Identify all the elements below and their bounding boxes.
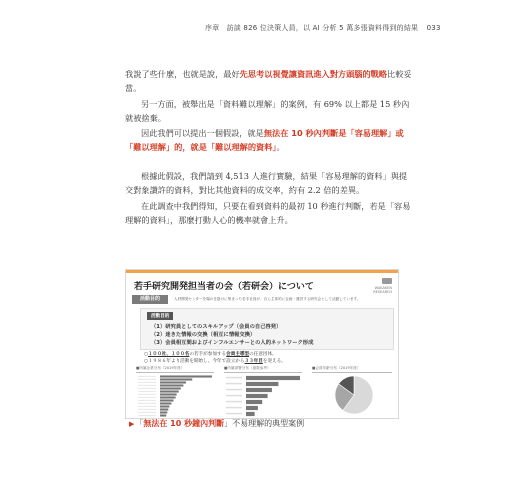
category-label-placeholder bbox=[138, 403, 156, 404]
category-label-placeholder bbox=[138, 409, 156, 410]
slide-logo bbox=[366, 278, 392, 294]
p1-text-a: 我說了些什麼，也就是說，最好 bbox=[125, 69, 240, 79]
category-label-placeholder bbox=[226, 413, 242, 415]
panel-title-department: ■所属部署分布（複数参考） bbox=[224, 366, 302, 373]
panel-title-company: ■所属企業分布（2019年度） bbox=[136, 366, 214, 373]
goal-item: （3）会員相互間およびインフルエンサーとの人的ネットワーク形成 bbox=[151, 340, 314, 346]
note2-underline: ３３年目 bbox=[244, 359, 263, 364]
logo-text: WAKAKEN RESEARCH bbox=[373, 286, 392, 294]
paragraph-4 bbox=[125, 169, 415, 197]
bar bbox=[160, 405, 169, 407]
paragraph-2 bbox=[125, 97, 415, 125]
paragraph-1 bbox=[125, 67, 415, 95]
bar bbox=[160, 390, 179, 392]
category-label-placeholder bbox=[226, 383, 242, 385]
running-header bbox=[205, 23, 505, 33]
bar bbox=[160, 411, 167, 413]
bar bbox=[160, 399, 174, 401]
triangle-icon: ▶ bbox=[129, 420, 135, 428]
paragraph-5 bbox=[125, 199, 415, 227]
bar bbox=[160, 402, 171, 404]
category-label-placeholder bbox=[138, 397, 156, 398]
category-label-placeholder bbox=[138, 382, 156, 383]
category-label-placeholder bbox=[138, 385, 156, 386]
page-number: 033 bbox=[426, 24, 441, 32]
goal-item: （1）研究員としてのスキルアップ（会員の自己啓発） bbox=[151, 324, 282, 330]
category-label-placeholder bbox=[226, 401, 242, 403]
slide-note-2 bbox=[144, 358, 286, 364]
category-label-placeholder bbox=[226, 389, 242, 391]
p3-text-a: 因此我們可以提出一個假設，就是 bbox=[141, 128, 264, 138]
note2-a: ○１９８６年より活動を開始し、今年で設立から bbox=[144, 359, 245, 364]
p1-highlight: 先思考以視覺讓資訊進入對方頭腦的戰略 bbox=[239, 69, 388, 79]
panel-department bbox=[224, 366, 302, 416]
slide-accent-bar bbox=[126, 270, 398, 273]
bar bbox=[160, 414, 166, 416]
bar bbox=[160, 396, 176, 398]
caption-quote-close: 」 bbox=[224, 419, 233, 428]
bar bbox=[160, 408, 168, 410]
p3-text-b: 。 bbox=[276, 142, 285, 152]
bar bbox=[160, 384, 183, 386]
note2-b: を迎える。 bbox=[262, 359, 286, 364]
slide-section-tag: 活動目的 bbox=[132, 295, 168, 304]
figure-caption bbox=[129, 418, 304, 429]
note1-underline: １００社、１００名 bbox=[148, 352, 190, 357]
department-bar-chart bbox=[224, 373, 302, 417]
category-label-placeholder bbox=[226, 395, 242, 397]
chapter-title: 序章 訪談 826 位決策人員，以 AI 分析 5 萬多張資料得到的結果 bbox=[205, 24, 419, 32]
bar bbox=[246, 382, 278, 386]
example-slide bbox=[125, 269, 399, 419]
note1-underline-2: 会員主導型 bbox=[226, 352, 250, 357]
category-label-placeholder bbox=[138, 406, 156, 407]
caption-rest: 不易理解的典型案例 bbox=[232, 419, 305, 428]
category-label-placeholder bbox=[138, 400, 156, 401]
bar bbox=[246, 400, 262, 404]
caption-quote-open: 「 bbox=[135, 419, 144, 428]
p1-text-b: 比較妥當。 bbox=[125, 69, 412, 93]
caption-highlight: 無法在 10 秒鐘內判斷 bbox=[143, 419, 225, 428]
slide-title: 若手研究開発担当者の会（若研会）について bbox=[134, 282, 314, 292]
category-label-placeholder bbox=[138, 394, 156, 395]
bar bbox=[246, 406, 258, 410]
p3-highlight: 無法在 10 秒內判斷是「容易理解」或「難以理解」的，就是「難以理解的資料」 bbox=[125, 128, 404, 152]
bar bbox=[246, 388, 272, 392]
note1-c: の任意団体。 bbox=[249, 352, 277, 357]
category-label-placeholder bbox=[226, 407, 242, 409]
bar bbox=[246, 412, 255, 416]
bar bbox=[160, 378, 192, 380]
category-label-placeholder bbox=[138, 412, 156, 413]
category-label-placeholder bbox=[138, 391, 156, 392]
bar bbox=[246, 394, 268, 398]
slide-intro: 人材開発センターを場の仕掛けに集まった若手社員が、自ら主体的に企画・運営する研究会として活動しています。 bbox=[174, 297, 361, 301]
bar bbox=[246, 376, 300, 380]
bar bbox=[160, 375, 212, 377]
bar bbox=[160, 381, 186, 383]
category-label-placeholder bbox=[138, 376, 156, 377]
age-pie-chart bbox=[312, 373, 392, 417]
goal-box bbox=[140, 308, 394, 350]
p5-text: 在此調查中我們得知，只要在看到資料的最初 10 秒進行判斷，若是「容易理解的資料」，那麼打動人心的機率就會上升。 bbox=[125, 201, 411, 225]
slide-note-1 bbox=[144, 351, 277, 357]
category-label-placeholder bbox=[138, 415, 156, 416]
note1-a: ○ bbox=[144, 352, 149, 357]
panel-title-age: ■会員年齢分布（2019年度） bbox=[312, 366, 392, 373]
company-bar-chart bbox=[136, 373, 214, 417]
p4-text: 根據此假設，我們請到 4,513 人進行實驗，結果「容易理解的資料」與提交對象讚許的資料，對比其他資料的成交率，約有 2.2 倍的差異。 bbox=[125, 171, 408, 195]
goal-item: （2）迷きた情報の交換（相互に情報交換） bbox=[151, 332, 256, 338]
paragraph-3 bbox=[125, 126, 415, 154]
panel-company bbox=[136, 366, 214, 416]
bar bbox=[160, 393, 177, 395]
category-label-placeholder bbox=[138, 379, 156, 380]
category-label-placeholder bbox=[138, 388, 156, 389]
p2-text: 另一方面，被舉出是「資料難以理解」的案例，有 69% 以上都是 15 秒內就被捨棄。 bbox=[125, 99, 410, 123]
goal-tag: 活動目的 bbox=[147, 312, 173, 320]
panel-age bbox=[312, 366, 392, 416]
category-label-placeholder bbox=[226, 377, 242, 379]
logo-mark-icon bbox=[382, 278, 392, 284]
bar bbox=[160, 387, 181, 389]
note1-b: の若手が参加する bbox=[189, 352, 227, 357]
